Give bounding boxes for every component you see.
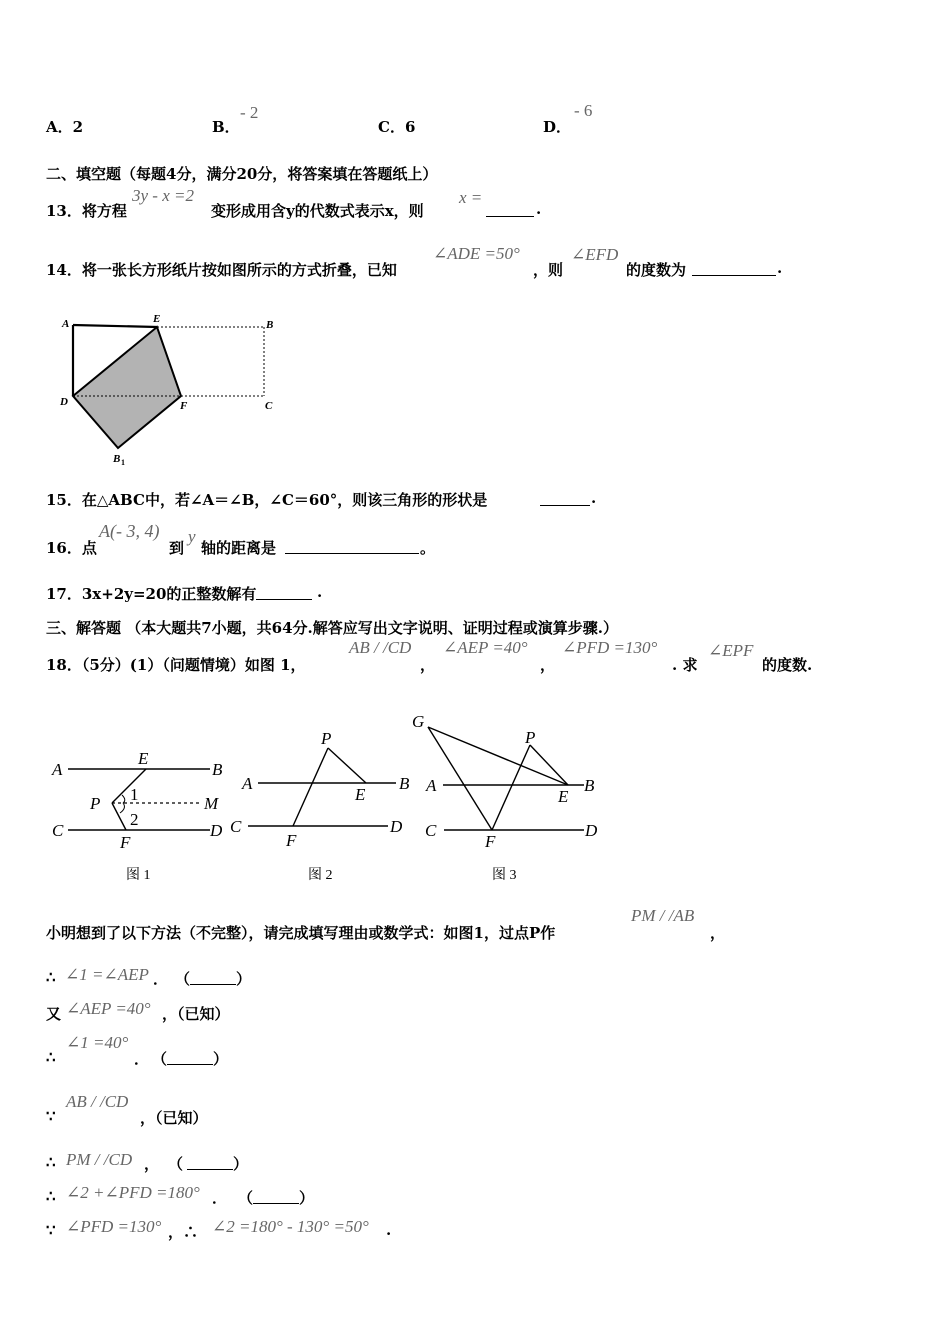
figure-2 xyxy=(230,729,410,883)
option-d: D． xyxy=(543,118,572,136)
step3-symbol: ∴ xyxy=(46,1048,56,1066)
fig2-label-b: B xyxy=(399,774,410,793)
q15-text: 15．在△ABC中，若∠A＝∠B，∠C＝60°，则该三角形的形状是 xyxy=(46,491,488,509)
q14-end: . xyxy=(777,259,783,277)
step1-expr: ∠1 =∠AEP xyxy=(65,965,149,984)
fig1-segment-pf xyxy=(112,803,126,830)
fig1-label-d: D xyxy=(210,821,223,840)
step6-expr: ∠2 +∠PFD =180° xyxy=(66,1183,200,1202)
q18-prefix: 18．（5分）(1）（问题情境）如图 1， xyxy=(46,656,306,674)
q15-end: . xyxy=(591,489,597,507)
fig1-angle-arc-1 xyxy=(122,795,125,803)
fig3-segment-pf xyxy=(492,745,530,830)
fig3-segment-ge xyxy=(428,727,568,785)
step6-reason-blank[interactable] xyxy=(253,1189,299,1208)
q18-comma2: ， xyxy=(540,656,556,674)
fig1-label-p: P xyxy=(90,794,101,813)
fig2-label-d: D xyxy=(390,817,403,836)
fig1-label-b: B xyxy=(212,760,223,779)
q14-answer-blank[interactable] xyxy=(692,261,776,280)
step6-close: ） xyxy=(299,1189,315,1207)
fig2-label-e: E xyxy=(355,785,366,804)
segment-ae xyxy=(73,325,157,327)
fold-figure xyxy=(50,305,290,475)
q16-to: 到 xyxy=(169,539,185,557)
step1-close: ） xyxy=(236,970,252,988)
step3-reason-blank[interactable] xyxy=(167,1050,213,1069)
step5-expr: PM / /CD xyxy=(66,1150,133,1169)
option-c: C．6 xyxy=(378,118,416,136)
fig1-label-1: 1 xyxy=(130,785,139,804)
step3-dot: ． xyxy=(134,1050,150,1068)
option-b: B． xyxy=(212,118,240,136)
fig3-caption: 图 3 xyxy=(492,868,517,883)
q17-answer-blank[interactable] xyxy=(256,585,312,604)
q18-comma1: ， xyxy=(420,656,436,674)
fig1-label-e: E xyxy=(138,749,149,768)
q15-answer-blank[interactable] xyxy=(540,491,590,510)
fig14-label-b: B xyxy=(266,319,274,331)
fig2-label-p: P xyxy=(321,729,332,748)
figure-3 xyxy=(412,712,598,883)
option-d-value: - 6 xyxy=(574,101,593,120)
fig3-label-c: C xyxy=(425,821,437,840)
fig3-label-g: G xyxy=(412,712,425,731)
fig14-label-e: E xyxy=(153,313,161,325)
q16-axis: y xyxy=(188,527,196,546)
q18-ask: . 求 xyxy=(672,656,698,674)
q14-middle: ，则 xyxy=(533,261,564,279)
step2-symbol: 又 xyxy=(46,1005,62,1023)
q18-figures xyxy=(40,705,620,890)
fig2-caption: 图 2 xyxy=(308,868,333,883)
q14-suffix: 的度数为 xyxy=(626,261,687,279)
q14-given: ∠ADE =50° xyxy=(433,244,520,263)
option-b-value: - 2 xyxy=(240,103,259,122)
intro-end: ， xyxy=(710,924,726,942)
step3-open: （ xyxy=(152,1050,168,1068)
step5-symbol: ∴ xyxy=(46,1153,56,1171)
q18-cond1: AB / /CD xyxy=(349,638,412,657)
fig3-label-a: A xyxy=(426,776,437,795)
fig1-label-c: C xyxy=(52,821,64,840)
step4-expr: AB / /CD xyxy=(66,1092,129,1111)
step6-symbol: ∴ xyxy=(46,1187,56,1205)
step4-reason: ，（已知） xyxy=(140,1109,208,1127)
fig3-segment-gf xyxy=(428,727,492,830)
fig3-label-p: P xyxy=(525,728,536,747)
fig14-label-b1: B xyxy=(113,453,121,465)
fig1-label-f: F xyxy=(120,833,131,852)
fig1-angle-arc-2 xyxy=(120,803,124,813)
fig1-segment-pe xyxy=(112,769,146,803)
q16-point: A(- 3, 4) xyxy=(99,521,160,541)
q16-end: 。 xyxy=(420,539,436,557)
step7-expr1: ∠PFD =130° xyxy=(66,1217,162,1236)
q13-end: . xyxy=(536,200,542,218)
fig2-segment-pf xyxy=(293,748,328,826)
intro-expr: PM / /AB xyxy=(631,906,695,925)
fig3-label-d: D xyxy=(585,821,598,840)
step7-mid: ，∴ xyxy=(168,1223,199,1241)
q14-prefix: 14．将一张长方形纸片按如图所示的方式折叠，已知 xyxy=(46,261,397,279)
step1-open: （ xyxy=(175,970,191,988)
intro-text: 小明想到了以下方法（不完整），请完成填写理由或数学式：如图1，过点P作 xyxy=(46,924,556,942)
q18-target: ∠EPF xyxy=(708,641,754,660)
step5-close: ） xyxy=(233,1155,249,1173)
fig3-label-e: E xyxy=(558,787,569,806)
fig1-label-a: A xyxy=(52,760,63,779)
q16-prefix: 16．点 xyxy=(46,539,97,557)
q18-cond3: ∠PFD =130° xyxy=(562,638,658,657)
fig2-label-c: C xyxy=(230,817,242,836)
q13-lhs: x = xyxy=(459,188,483,207)
step6-open: （ xyxy=(238,1189,254,1207)
option-a: A．2 xyxy=(46,118,84,136)
fig2-label-a: A xyxy=(242,774,253,793)
step7-expr2: ∠2 =180° - 130° =50° xyxy=(212,1217,369,1236)
q18-suffix: 的度数. xyxy=(762,656,813,674)
step7-end: . xyxy=(386,1221,392,1239)
fig1-label-2: 2 xyxy=(130,810,139,829)
fig14-label-d: D xyxy=(60,396,68,408)
fig2-label-f: F xyxy=(286,831,297,850)
section2-heading: 二、填空题（每题4分，满分20分，将答案填在答题纸上） xyxy=(46,165,438,183)
q16-suffix: 轴的距离是 xyxy=(201,539,277,557)
q16-answer-blank[interactable] xyxy=(285,539,419,558)
step7-symbol: ∵ xyxy=(46,1221,56,1239)
step1-dot: ． xyxy=(153,970,169,988)
q14-asked: ∠EFD xyxy=(571,245,619,264)
fig14-label-f: F xyxy=(180,400,188,412)
fig3-segment-pe xyxy=(530,745,568,785)
step5-reason-blank[interactable] xyxy=(187,1155,233,1174)
q18-cond2: ∠AEP =40° xyxy=(443,638,528,657)
fig1-label-m: M xyxy=(204,794,219,813)
folded-shaded-region xyxy=(73,327,181,448)
step1-reason-blank[interactable] xyxy=(190,970,236,989)
step3-expr: ∠1 =40° xyxy=(66,1033,129,1052)
step5-comma: ， xyxy=(144,1155,160,1173)
step3-close: ） xyxy=(213,1050,229,1068)
fig3-label-f: F xyxy=(485,832,496,851)
q13-equation: 3y - x =2 xyxy=(132,186,194,205)
fig14-label-a: A xyxy=(62,318,70,330)
step4-symbol: ∵ xyxy=(46,1107,56,1125)
step2-expr: ∠AEP =40° xyxy=(66,999,151,1018)
fig1-caption: 图 1 xyxy=(126,868,151,883)
fig14-label-c: C xyxy=(265,400,273,412)
fig14-label-b1-sub: 1 xyxy=(121,458,125,467)
q17-end: . xyxy=(317,583,323,601)
step6-dot: ． xyxy=(212,1189,228,1207)
fig2-segment-pe xyxy=(328,748,366,783)
fig3-label-b: B xyxy=(584,776,595,795)
figure-1 xyxy=(51,749,223,883)
q13-middle: 变形成用含y的代数式表示x，则 xyxy=(211,202,424,220)
step2-reason: ，（已知） xyxy=(162,1005,230,1023)
q17-text: 17．3x+2y=20的正整数解有 xyxy=(46,585,257,603)
q13-prefix: 13．将方程 xyxy=(46,202,127,220)
section3-heading: 三、解答题 （本大题共7小题，共64分.解答应写出文字说明、证明过程或演算步骤.） xyxy=(46,619,618,637)
step5-open: （ xyxy=(168,1155,184,1173)
step1-symbol: ∴ xyxy=(46,968,56,986)
q13-answer-blank[interactable] xyxy=(486,202,534,221)
